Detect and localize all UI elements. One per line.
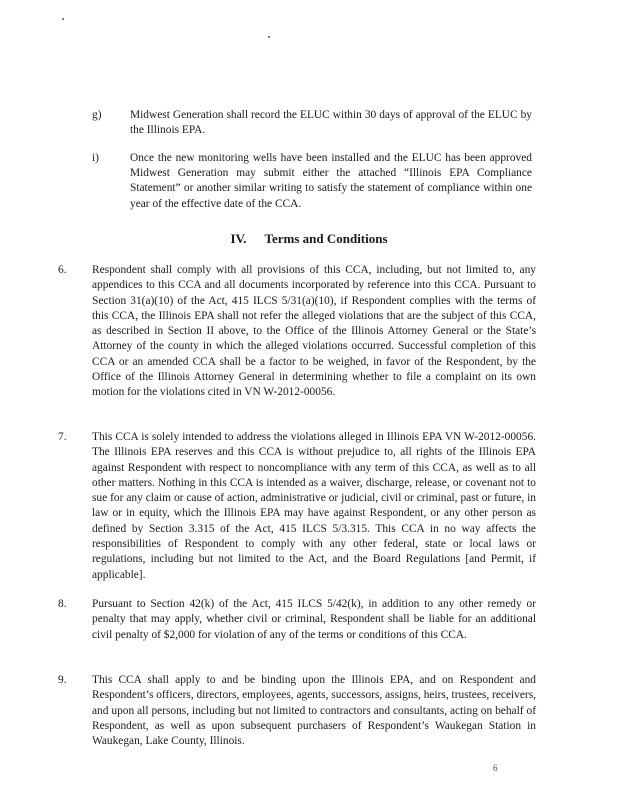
list-item-label: g) [92, 109, 102, 121]
paragraph-number: 8. [58, 598, 67, 610]
paragraph-number: 7. [58, 431, 67, 443]
section-number: IV. [230, 231, 247, 246]
paragraph-number: 9. [58, 674, 67, 686]
scan-speck [62, 18, 64, 20]
list-item-text: Once the new monitoring wells have been installed and the ELUC has been approved Midwest Generation may submit either the attached “Illinois EPA Compliance Statement” or another similar writing to satisfy the statement of compliance within one year of the effective date of the CCA. [130, 152, 532, 210]
list-item-i [92, 151, 532, 212]
paragraph-text: Pursuant to Section 42(k) of the Act, 415 ILCS 5/42(k), in addition to any other remedy or penalty that may apply, whether civil or criminal, Respondent shall be liable for an additional civil penalty of $2,000 for violation of any of the terms or conditions of this CCA. [92, 598, 536, 641]
paragraph-6 [58, 263, 536, 401]
section-heading [0, 231, 618, 247]
paragraph-number: 6. [58, 264, 67, 276]
paragraph-9 [58, 673, 536, 749]
paragraph-text: This CCA shall apply to and be binding upon the Illinois EPA, and on Respondent and Respondent’s officers, directors, employees, agents, successors, assigns, heirs, trustees, receivers, and upon all persons, including but not limited to contractors and consultants, acting on behalf of Respondent, as well as upon subsequent purchasers of Respondent’s Waukegan Station in Waukegan, Lake County, Illinois. [92, 674, 536, 748]
list-item-label: i) [92, 152, 99, 164]
paragraph-text: Respondent shall comply with all provisions of this CCA, including, but not limited to, any appendices to this CCA and all documents incorporated by reference into this CCA. Pursuant to Section 31(a)(10) of the Act, 415 ILCS 5/31(a)(10), if Respondent complies with the terms of this CCA, the Illinois EPA shall not refer the alleged violations that are the subject of this CCA, as described in Section II above, to the Office of the Illinois Attorney General or the State’s Attorney of the county in which the alleged violations occurred. Successful completion of this CCA or an amended CCA shall be a factor to be weighed, in favor of the Respondent, by the Office of the Illinois Attorney General in determining whether to file a complaint on its own motion for the violations cited in VN W-2012-00056. [92, 264, 536, 399]
paragraph-text: This CCA is solely intended to address the violations alleged in Illinois EPA VN W-2012-00056. The Illinois EPA reserves and this CCA is without prejudice to, all rights of the Illinois EPA against Respondent with respect to noncompliance with any term of this CCA, as well as to all other matters. Nothing in this CCA is intended as a waiver, discharge, release, or covenant not to sue for any claim or cause of action, administrative or judicial, civil or criminal, past or future, in law or in equity, which the Illinois EPA may have against Respondent, or any other person as defined by Section 3.315 of the Act, 415 ILCS 5/3.315. This CCA in no way affects the responsibilities of Respondent to comply with any other federal, state or local laws or regulations, including but not limited to the Act, and the Board Regulations [and Permit, if applicable]. [92, 431, 536, 581]
scan-speck [268, 36, 270, 38]
section-title: Terms and Conditions [264, 231, 388, 246]
page-number: 6 [493, 763, 498, 773]
list-item-g [92, 108, 532, 138]
list-item-text: Midwest Generation shall record the ELUC within 30 days of approval of the ELUC by the Illinois EPA. [130, 109, 532, 137]
paragraph-7 [58, 430, 536, 583]
paragraph-8 [58, 597, 536, 643]
